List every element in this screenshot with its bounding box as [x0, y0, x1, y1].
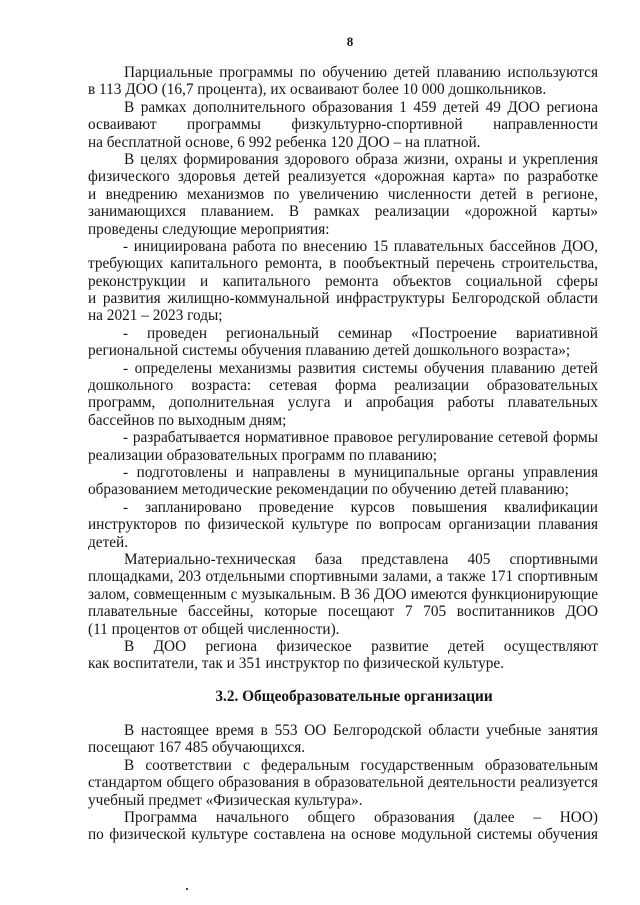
- text-line: осваивают программы физкультурно-спортивной направленности: [88, 116, 598, 134]
- text-line: реконструкции и капитального ремонта объектов социальной сферы: [88, 272, 598, 290]
- text-line: образованием методические рекомендации по обучению детей плаванию;: [88, 481, 569, 499]
- text-line: реализации образовательных программ по плаванию;: [88, 446, 437, 464]
- text-line: В рамках дополнительного образования 1 459 детей 49 ДОО региона: [124, 98, 598, 116]
- text-line: по физической культуре составлена на основе модульной системы обучения: [88, 826, 598, 844]
- text-line: площадками, 203 отдельными спортивными залами, а также 171 спортивным: [88, 568, 598, 586]
- list-item: - запланировано проведение курсов повышения квалификации: [123, 498, 598, 516]
- list-item: - подготовлены и направлены в муниципальные органы управления: [123, 463, 598, 481]
- text-line: как воспитатели, так и 351 инструктор по физической культуре.: [88, 655, 504, 673]
- text-line: региональной системы обучения плаванию детей дошкольного возраста»;: [88, 342, 571, 360]
- body-text-block-2: [88, 722, 598, 844]
- text-line: посещают 167 485 обучающихся.: [88, 739, 306, 757]
- text-line: учебный предмет «Физическая культура».: [88, 791, 363, 809]
- body-text-block-1: [88, 64, 598, 673]
- text-line: В целях формирования здорового образа жизни, охраны и укрепления: [124, 150, 598, 168]
- list-item: - инициирована работа по внесению 15 плавательных бассейнов ДОО,: [123, 237, 598, 255]
- text-line: Парциальные программы по обучению детей плаванию используются: [124, 64, 598, 81]
- text-line: В соответствии с федеральным государственным образовательным: [124, 756, 598, 774]
- text-line: детей.: [88, 533, 129, 551]
- page-number: 8: [346, 34, 354, 49]
- text-line: инструкторов по физической культуре по вопросам организации плавания: [88, 516, 598, 534]
- text-line: физического здоровья детей реализуется «дорожная карта» по разработке: [88, 168, 598, 186]
- text-line: стандартом общего образования в образовательной деятельности реализуется: [88, 774, 598, 792]
- text-line: и развития жилищно-коммунальной инфраструктуры Белгородской области: [88, 290, 598, 308]
- text-line: плавательные бассейны, которые посещают 7 705 воспитанников ДОО: [88, 603, 598, 621]
- text-line: залом, совмещенным с музыкальным. В 36 ДОО имеются функционирующие: [88, 585, 598, 603]
- text-line: Материально-техническая база представлена 405 спортивными: [124, 550, 598, 568]
- text-line: требующих капитального ремонта, в пообъектный перечень строительства,: [88, 255, 598, 273]
- section-heading: 3.2. Общеобразовательные организации: [215, 687, 493, 705]
- text-line: Программа начального общего образования (далее – НОО): [124, 809, 598, 827]
- text-line: занимающихся плаванием. В рамках реализации «дорожной карты»: [88, 203, 598, 221]
- list-item: - разрабатывается нормативное правовое регулирование сетевой формы: [123, 429, 598, 447]
- text-line: в 113 ДОО (16,7 процента), их осваивают более 10 000 дошкольников.: [88, 81, 547, 99]
- text-line: на 2021 – 2023 годы;: [88, 307, 223, 325]
- list-item: - определены механизмы развития системы обучения плаванию детей: [123, 359, 598, 377]
- text-line: на бесплатной основе, 6 992 ребенка 120 ДОО – на платной.: [88, 133, 481, 151]
- text-line: бассейнов по выходным дням;: [88, 411, 287, 429]
- text-line: программ, дополнительная услуга и апробация работы плавательных: [88, 394, 598, 412]
- text-line: проведены следующие мероприятия:: [88, 220, 330, 238]
- text-line: В настоящее время в 553 ОО Белгородской области учебные занятия: [124, 722, 598, 740]
- text-line: и внедрению механизмов по увеличению численности детей в регионе,: [88, 185, 598, 203]
- text-line: (11 процентов от общей численности).: [88, 620, 340, 638]
- list-item: - проведен региональный семинар «Построение вариативной: [123, 324, 598, 342]
- text-line: дошкольного возраста: сетевая форма реализации образовательных: [88, 377, 598, 395]
- text-line: В ДОО региона физическое развитие детей осуществляют: [124, 637, 598, 655]
- scan-speck: [186, 888, 188, 890]
